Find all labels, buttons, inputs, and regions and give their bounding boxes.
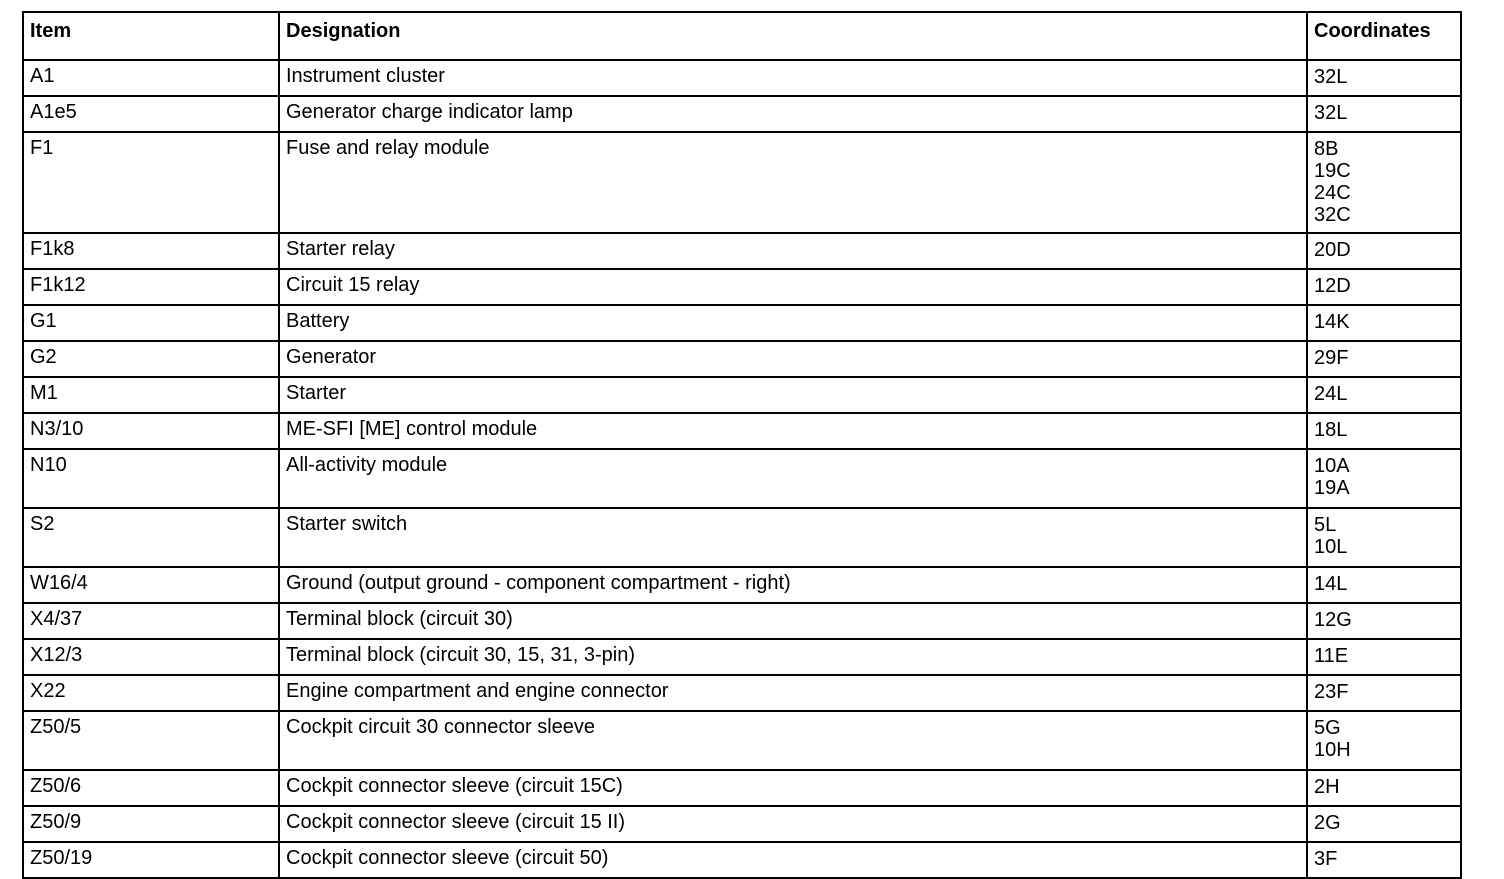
table-row xyxy=(23,603,1461,639)
item-cell: S2 xyxy=(23,508,279,567)
coordinates-cell xyxy=(1307,233,1461,269)
item-cell: F1k8 xyxy=(23,233,279,269)
table-row xyxy=(23,711,1461,770)
table-row xyxy=(23,96,1461,132)
coordinate-value: 23F xyxy=(1314,681,1349,703)
coordinates-cell xyxy=(1307,508,1461,567)
item-cell: A1e5 xyxy=(23,96,279,132)
table-row xyxy=(23,132,1461,233)
table-row xyxy=(23,567,1461,603)
designation-cell: Cockpit connector sleeve (circuit 15C) xyxy=(279,770,1307,806)
coordinates-cell xyxy=(1307,132,1461,233)
item-cell: Z50/6 xyxy=(23,770,279,806)
item-cell: Z50/5 xyxy=(23,711,279,770)
coordinates-cell xyxy=(1307,449,1461,508)
coordinate-value: 2G xyxy=(1314,812,1341,834)
coordinates-cell xyxy=(1307,639,1461,675)
coordinate-value: 8B xyxy=(1314,138,1339,160)
coordinate-value: 10A xyxy=(1314,455,1350,477)
coordinate-value: 32L xyxy=(1314,66,1348,88)
designation-cell: Cockpit circuit 30 connector sleeve xyxy=(279,711,1307,770)
coordinate-value: 19C xyxy=(1314,160,1351,182)
coordinate-value: 32L xyxy=(1314,102,1348,124)
table-row xyxy=(23,770,1461,806)
coordinates-cell xyxy=(1307,269,1461,305)
table-row xyxy=(23,639,1461,675)
coordinates-cell xyxy=(1307,60,1461,96)
designation-column-header: Designation xyxy=(279,12,1307,60)
coordinates-cell xyxy=(1307,413,1461,449)
designation-cell: Generator charge indicator lamp xyxy=(279,96,1307,132)
coordinate-value: 29F xyxy=(1314,347,1349,369)
table-row xyxy=(23,269,1461,305)
coordinate-value: 11E xyxy=(1314,645,1349,667)
item-cell: X12/3 xyxy=(23,639,279,675)
item-cell: N10 xyxy=(23,449,279,508)
component-legend xyxy=(22,11,1460,879)
item-cell: M1 xyxy=(23,377,279,413)
designation-cell: Circuit 15 relay xyxy=(279,269,1307,305)
item-cell: N3/10 xyxy=(23,413,279,449)
item-cell: Z50/9 xyxy=(23,806,279,842)
coordinate-value: 12D xyxy=(1314,275,1351,297)
coordinates-cell xyxy=(1307,603,1461,639)
coordinate-value: 19A xyxy=(1314,477,1350,499)
coordinate-value: 20D xyxy=(1314,239,1351,261)
coordinate-value: 3F xyxy=(1314,848,1338,870)
designation-cell: Ground (output ground - component compartment - right) xyxy=(279,567,1307,603)
coordinate-value: 5L xyxy=(1314,514,1337,536)
coordinates-cell xyxy=(1307,842,1461,878)
item-cell: A1 xyxy=(23,60,279,96)
coordinate-value: 32C xyxy=(1314,204,1351,226)
designation-cell: Terminal block (circuit 30) xyxy=(279,603,1307,639)
table-row xyxy=(23,377,1461,413)
table-header-row xyxy=(23,12,1461,60)
table-row xyxy=(23,60,1461,96)
coordinate-value: 14K xyxy=(1314,311,1350,333)
designation-cell: Generator xyxy=(279,341,1307,377)
coordinate-value: 10H xyxy=(1314,739,1351,761)
coordinate-value: 14L xyxy=(1314,573,1348,595)
coordinates-cell xyxy=(1307,341,1461,377)
item-cell: F1k12 xyxy=(23,269,279,305)
coordinate-value: 10L xyxy=(1314,536,1348,558)
designation-cell: Starter relay xyxy=(279,233,1307,269)
coordinates-cell xyxy=(1307,770,1461,806)
item-cell: W16/4 xyxy=(23,567,279,603)
designation-cell: Battery xyxy=(279,305,1307,341)
coordinates-column-header: Coordinates xyxy=(1307,12,1461,60)
item-cell: X22 xyxy=(23,675,279,711)
table-row xyxy=(23,233,1461,269)
item-cell: G2 xyxy=(23,341,279,377)
table-row xyxy=(23,675,1461,711)
item-column-header: Item xyxy=(23,12,279,60)
coordinates-cell xyxy=(1307,806,1461,842)
designation-cell: ME-SFI [ME] control module xyxy=(279,413,1307,449)
coordinate-value: 24L xyxy=(1314,383,1348,405)
designation-cell: Cockpit connector sleeve (circuit 15 II) xyxy=(279,806,1307,842)
coordinates-cell xyxy=(1307,675,1461,711)
item-cell: Z50/19 xyxy=(23,842,279,878)
table-row xyxy=(23,413,1461,449)
coordinate-value: 5G xyxy=(1314,717,1341,739)
designation-cell: Starter switch xyxy=(279,508,1307,567)
coordinates-cell xyxy=(1307,711,1461,770)
item-cell: F1 xyxy=(23,132,279,233)
table-row xyxy=(23,842,1461,878)
table-row xyxy=(23,508,1461,567)
coordinate-value: 2H xyxy=(1314,776,1340,798)
table-row xyxy=(23,341,1461,377)
coordinates-cell xyxy=(1307,305,1461,341)
table-row xyxy=(23,305,1461,341)
designation-cell: Terminal block (circuit 30, 15, 31, 3-pin) xyxy=(279,639,1307,675)
coordinates-cell xyxy=(1307,377,1461,413)
coordinate-value: 24C xyxy=(1314,182,1351,204)
component-table xyxy=(22,11,1462,879)
designation-cell: All-activity module xyxy=(279,449,1307,508)
table-row xyxy=(23,806,1461,842)
item-cell: G1 xyxy=(23,305,279,341)
designation-cell: Cockpit connector sleeve (circuit 50) xyxy=(279,842,1307,878)
coordinate-value: 12G xyxy=(1314,609,1352,631)
coordinate-value: 18L xyxy=(1314,419,1348,441)
designation-cell: Instrument cluster xyxy=(279,60,1307,96)
table-body xyxy=(23,60,1461,878)
designation-cell: Engine compartment and engine connector xyxy=(279,675,1307,711)
table-row xyxy=(23,449,1461,508)
designation-cell: Starter xyxy=(279,377,1307,413)
item-cell: X4/37 xyxy=(23,603,279,639)
designation-cell: Fuse and relay module xyxy=(279,132,1307,233)
coordinates-cell xyxy=(1307,567,1461,603)
coordinates-cell xyxy=(1307,96,1461,132)
